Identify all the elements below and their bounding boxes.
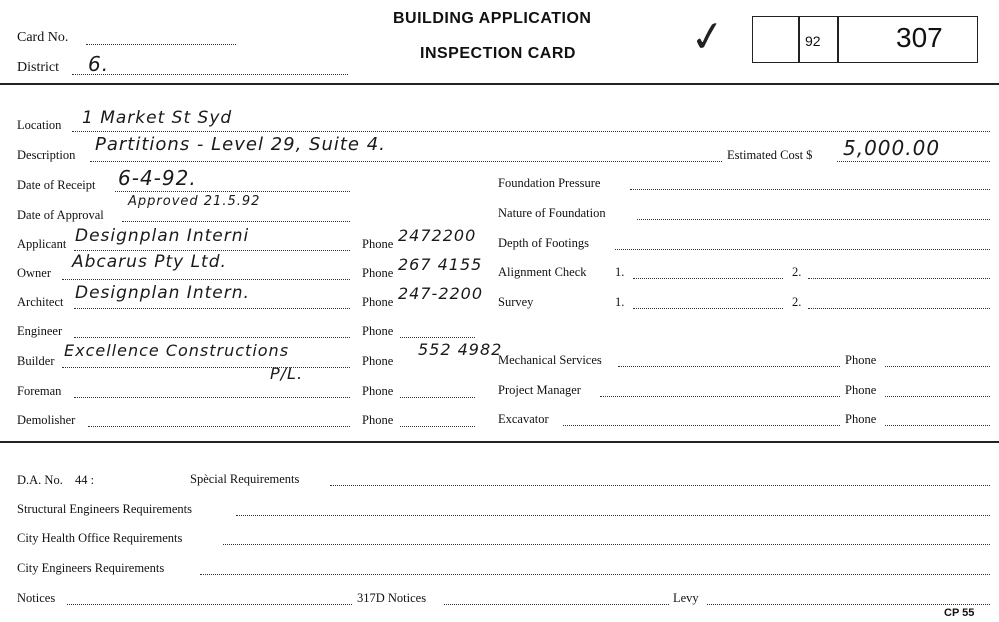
mechanical-services-phone-line xyxy=(885,366,990,367)
builder-value: Excellence Constructions xyxy=(64,341,290,360)
foundation-pressure-label: Foundation Pressure xyxy=(498,176,601,190)
survey-item-2: 2. xyxy=(792,295,802,309)
alignment-check-line-1 xyxy=(633,278,783,279)
location-label: Location xyxy=(17,118,62,132)
alignment-check-item-1: 1. xyxy=(615,265,625,279)
excavator-label: Excavator xyxy=(498,412,549,426)
nature-of-foundation-label: Nature of Foundation xyxy=(498,206,606,220)
location-value: 1 Market St Syd xyxy=(82,108,233,128)
applicant-value: Designplan Interni xyxy=(75,226,250,246)
foreman-line xyxy=(74,397,350,398)
excavator-phone-line xyxy=(885,425,990,426)
architect-phone-label: Phone xyxy=(362,295,394,309)
district-value: 6. xyxy=(88,52,110,76)
builder-phone-label: Phone xyxy=(362,354,394,368)
description-line xyxy=(90,161,722,162)
city-engineers-line xyxy=(200,574,990,575)
builder-line xyxy=(62,367,350,368)
nature-of-foundation-line xyxy=(637,219,990,220)
levy-label: Levy xyxy=(673,591,699,605)
mechanical-services-label: Mechanical Services xyxy=(498,353,602,367)
check-mark-icon: ✓ xyxy=(686,9,729,64)
notices-317d-line xyxy=(444,604,669,605)
special-requirements-label: Spècial Requirements xyxy=(190,472,300,486)
card-no-label: Card No. xyxy=(17,30,69,45)
district-label: District xyxy=(17,60,59,75)
location-line xyxy=(72,131,990,132)
form-code: CP 55 xyxy=(944,607,975,619)
depth-of-footings-label: Depth of Footings xyxy=(498,236,589,250)
builder-label: Builder xyxy=(17,354,55,368)
city-health-office-label: City Health Office Requirements xyxy=(17,531,183,545)
structural-engineers-line xyxy=(236,515,990,516)
da-no-label: D.A. No. xyxy=(17,473,63,487)
engineer-label: Engineer xyxy=(17,324,63,338)
survey-line-1 xyxy=(633,308,783,309)
box-number: 307 xyxy=(896,22,943,53)
levy-line xyxy=(707,604,990,605)
architect-phone-value: 247-2200 xyxy=(398,284,484,303)
alignment-check-item-2: 2. xyxy=(792,265,802,279)
project-manager-phone-label: Phone xyxy=(845,383,877,397)
depth-of-footings-line xyxy=(615,249,990,250)
engineer-phone-line xyxy=(400,337,475,338)
survey-label: Survey xyxy=(498,295,534,309)
demolisher-line xyxy=(88,426,350,427)
alignment-check-line-2 xyxy=(808,278,990,279)
requirements-rule xyxy=(0,441,999,443)
city-health-office-line xyxy=(223,544,990,545)
applicant-label: Applicant xyxy=(17,237,67,251)
builder-value-line2: P/L. xyxy=(270,364,304,383)
date-of-receipt-line xyxy=(115,191,350,192)
owner-phone-label: Phone xyxy=(362,266,394,280)
description-label: Description xyxy=(17,148,76,162)
form-title-line2: INSPECTION CARD xyxy=(420,45,576,62)
box-year: 92 xyxy=(805,33,821,49)
owner-label: Owner xyxy=(17,266,52,280)
description-value: Partitions - Level 29, Suite 4. xyxy=(95,134,386,155)
applicant-phone-value: 2472200 xyxy=(398,226,477,245)
architect-value: Designplan Intern. xyxy=(75,283,250,303)
estimated-cost-value: 5,000.00 xyxy=(843,136,941,160)
architect-label: Architect xyxy=(17,295,64,309)
foreman-phone-line xyxy=(400,397,475,398)
box-divider-2 xyxy=(837,16,839,63)
date-of-receipt-value: 6-4-92. xyxy=(118,166,197,190)
estimated-cost-line xyxy=(837,161,990,162)
engineer-phone-label: Phone xyxy=(362,324,394,338)
demolisher-phone-label: Phone xyxy=(362,413,394,427)
alignment-check-label: Alignment Check xyxy=(498,265,587,279)
structural-engineers-label: Structural Engineers Requirements xyxy=(17,502,192,516)
excavator-line xyxy=(563,425,840,426)
excavator-phone-label: Phone xyxy=(845,412,877,426)
da-no-value: 44 : xyxy=(75,473,95,487)
date-of-approval-value: Approved 21.5.92 xyxy=(128,194,261,209)
date-of-receipt-label: Date of Receipt xyxy=(17,178,96,192)
foreman-label: Foreman xyxy=(17,384,62,398)
builder-phone-value: 552 4982 xyxy=(418,340,503,359)
foreman-phone-label: Phone xyxy=(362,384,394,398)
notices-317d-label: 317D Notices xyxy=(357,591,427,605)
district-line xyxy=(72,74,348,75)
project-manager-line xyxy=(600,396,840,397)
mechanical-services-phone-label: Phone xyxy=(845,353,877,367)
owner-line xyxy=(62,279,350,280)
project-manager-phone-line xyxy=(885,396,990,397)
card-no-line xyxy=(86,44,236,45)
box-divider-1 xyxy=(798,16,800,63)
date-of-approval-line xyxy=(122,221,350,222)
city-engineers-label: City Engineers Requirements xyxy=(17,561,165,575)
demolisher-phone-line xyxy=(400,426,475,427)
owner-value: Abcarus Pty Ltd. xyxy=(72,252,227,272)
notices-label: Notices xyxy=(17,591,56,605)
applicant-line xyxy=(74,250,350,251)
survey-item-1: 1. xyxy=(615,295,625,309)
header-rule xyxy=(0,83,999,85)
form-title-line1: BUILDING APPLICATION xyxy=(393,10,592,27)
mechanical-services-line xyxy=(618,366,840,367)
foundation-pressure-line xyxy=(630,189,990,190)
survey-line-2 xyxy=(808,308,990,309)
project-manager-label: Project Manager xyxy=(498,383,581,397)
owner-phone-value: 267 4155 xyxy=(398,255,483,274)
special-requirements-line xyxy=(330,485,990,486)
file-number-box xyxy=(752,16,978,63)
architect-line xyxy=(74,308,350,309)
demolisher-label: Demolisher xyxy=(17,413,76,427)
date-of-approval-label: Date of Approval xyxy=(17,208,104,222)
engineer-line xyxy=(74,337,350,338)
estimated-cost-label: Estimated Cost $ xyxy=(727,148,813,162)
notices-line xyxy=(67,604,352,605)
applicant-phone-label: Phone xyxy=(362,237,394,251)
